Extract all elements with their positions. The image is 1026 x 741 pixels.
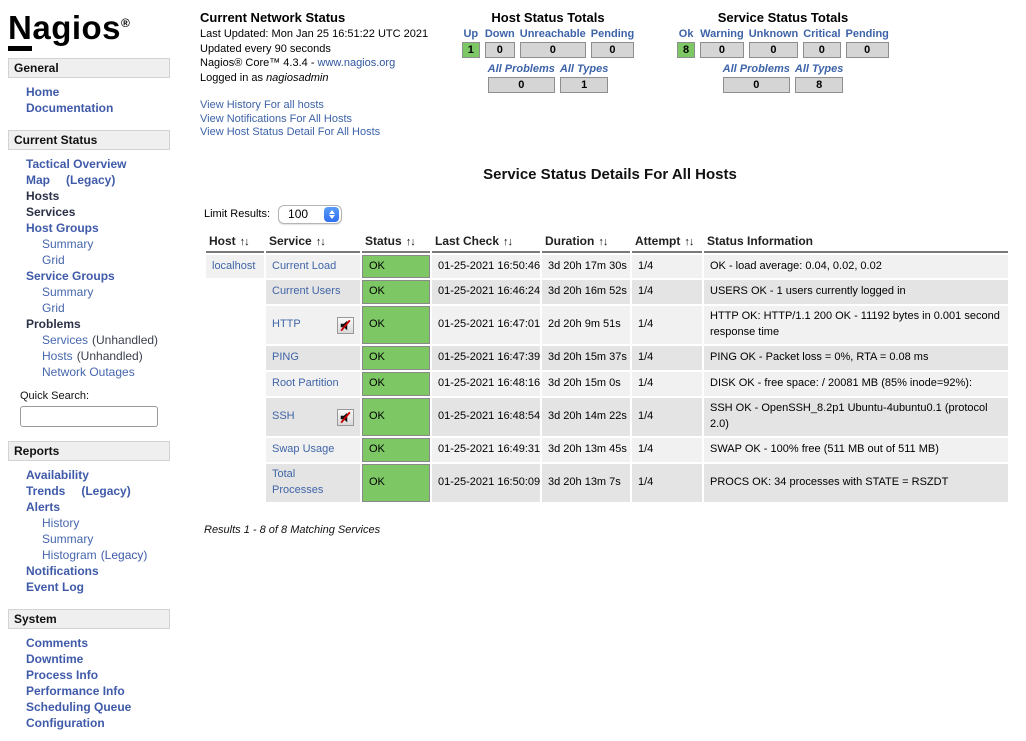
section-header-current-status: Current Status bbox=[8, 130, 170, 150]
column-header-duration bbox=[542, 232, 630, 253]
service-cell bbox=[266, 398, 360, 436]
sidebar-link-problems[interactable]: Problems bbox=[26, 317, 81, 332]
last-check-cell: 01-25-2021 16:49:31 bbox=[432, 438, 540, 462]
host-totals-header-all-types[interactable]: All Types bbox=[559, 63, 609, 75]
logged-in-text: Logged in as bbox=[200, 71, 267, 84]
sidebar-link-hosts[interactable]: Hosts bbox=[42, 349, 73, 364]
service-totals-count-unknown: 0 bbox=[749, 42, 799, 58]
duration-cell: 3d 20h 14m 22s bbox=[542, 398, 630, 436]
host-status-totals bbox=[448, 10, 648, 95]
sidebar-nav bbox=[8, 58, 178, 741]
host-totals-count-pending: 0 bbox=[591, 42, 634, 58]
sidebar-item-summary bbox=[8, 236, 178, 252]
last-updated-text: Last Updated: Mon Jan 25 16:51:22 UTC 2021 bbox=[200, 28, 429, 40]
service-link-http[interactable]: HTTP bbox=[272, 318, 301, 331]
service-totals-count-all-problems: 0 bbox=[723, 77, 790, 93]
host-totals-summary-table bbox=[483, 61, 614, 95]
section-header-general: General bbox=[8, 58, 170, 78]
section-items-general bbox=[8, 78, 178, 126]
sidebar-item-event-log bbox=[8, 579, 178, 595]
attempt-cell: 1/4 bbox=[632, 464, 702, 502]
quick-search-label: Quick Search: bbox=[20, 390, 90, 403]
sidebar-link-suffix-histogram[interactable]: (Legacy) bbox=[100, 548, 148, 563]
sidebar-link-grid[interactable]: Grid bbox=[42, 301, 65, 316]
column-header-status bbox=[362, 232, 430, 253]
service-totals-count-critical: 0 bbox=[803, 42, 840, 58]
limit-results-label: Limit Results: bbox=[204, 208, 271, 220]
service-link-swap-usage[interactable]: Swap Usage bbox=[272, 443, 335, 455]
sidebar-link-services[interactable]: Services bbox=[42, 333, 89, 348]
attempt-cell: 1/4 bbox=[632, 346, 702, 370]
sidebar-item-documentation bbox=[8, 100, 178, 116]
service-totals-count-warning: 0 bbox=[700, 42, 744, 58]
quick-search-input[interactable] bbox=[20, 406, 158, 427]
logged-in-line bbox=[200, 71, 440, 86]
attempt-cell: 1/4 bbox=[632, 255, 702, 279]
sort-arrows-status[interactable]: ↑↓ bbox=[405, 235, 415, 248]
sidebar-link-notifications[interactable]: Notifications bbox=[26, 564, 99, 579]
service-link-ping[interactable]: PING bbox=[272, 351, 299, 364]
sidebar-link-summary[interactable]: Summary bbox=[42, 285, 94, 300]
sidebar-item-downtime bbox=[8, 651, 178, 667]
host-link[interactable]: localhost bbox=[212, 259, 256, 272]
last-check-cell: 01-25-2021 16:46:24 bbox=[432, 280, 540, 304]
host-cell bbox=[206, 372, 264, 396]
sidebar-item-comments bbox=[8, 635, 178, 651]
sidebar-link-suffix-services[interactable]: (Unhandled) bbox=[92, 333, 159, 348]
service-totals-summary-table bbox=[718, 61, 849, 95]
host-totals-count-down: 0 bbox=[485, 42, 515, 58]
sidebar-item-configuration bbox=[8, 715, 178, 731]
sidebar-item-trends bbox=[8, 483, 178, 499]
main-content bbox=[178, 0, 1026, 741]
sidebar-item-host-groups bbox=[8, 220, 178, 236]
status-cell: OK bbox=[362, 464, 430, 502]
attempt-cell: 1/4 bbox=[632, 398, 702, 436]
status-cell: OK bbox=[362, 280, 430, 304]
page-title: Service Status Details For All Hosts bbox=[483, 165, 737, 183]
host-totals-header-pending[interactable]: Pending bbox=[590, 28, 635, 40]
view-history-link[interactable]: View History For all hosts bbox=[200, 99, 324, 111]
service-row-ssh bbox=[206, 398, 1008, 436]
status-information-cell: SSH OK - OpenSSH_8.2p1 Ubuntu-4ubuntu0.1 (protocol 2.0) bbox=[704, 398, 1008, 436]
sidebar-item-notifications bbox=[8, 563, 178, 579]
view-links bbox=[200, 99, 440, 140]
sidebar-item-map bbox=[8, 172, 178, 188]
column-label-attempt: Attempt bbox=[635, 233, 681, 248]
sidebar bbox=[0, 0, 178, 741]
column-label-status: Status bbox=[365, 233, 402, 248]
service-totals-count-all-types: 8 bbox=[795, 77, 844, 93]
section-items-system bbox=[8, 629, 178, 741]
logged-in-user: nagiosadmin bbox=[266, 71, 329, 84]
duration-cell: 3d 20h 15m 0s bbox=[542, 372, 630, 396]
status-information-cell: OK - load average: 0.04, 0.02, 0.02 bbox=[704, 255, 1008, 279]
column-header-service bbox=[266, 232, 360, 253]
sidebar-item-services bbox=[8, 204, 178, 220]
sidebar-link-summary[interactable]: Summary bbox=[42, 532, 94, 547]
last-check-cell: 01-25-2021 16:48:54 bbox=[432, 398, 540, 436]
sidebar-item-network-outages bbox=[8, 364, 178, 380]
service-totals-header-unknown[interactable]: Unknown bbox=[748, 28, 799, 40]
service-totals-count-ok: 8 bbox=[677, 42, 695, 58]
status-cell: OK bbox=[362, 398, 430, 436]
service-status-totals bbox=[664, 10, 902, 95]
service-link-total-processes[interactable]: Total Processes bbox=[272, 467, 324, 496]
service-link-current-load[interactable]: Current Load bbox=[272, 259, 337, 272]
sidebar-item-availability bbox=[8, 467, 178, 483]
sidebar-link-histogram[interactable]: Histogram bbox=[42, 548, 97, 563]
version-line bbox=[200, 56, 440, 71]
sidebar-link-event-log[interactable]: Event Log bbox=[26, 580, 85, 595]
sidebar-item-process-info bbox=[8, 667, 178, 683]
service-link-ssh[interactable]: SSH bbox=[272, 410, 295, 423]
status-information-cell: SWAP OK - 100% free (511 MB out of 511 MB) bbox=[704, 438, 1008, 462]
logo-text: N bbox=[8, 9, 32, 51]
last-check-cell: 01-25-2021 16:47:39 bbox=[432, 346, 540, 370]
service-totals-header-all-types[interactable]: All Types bbox=[794, 63, 844, 75]
service-totals-header-warning[interactable]: Warning bbox=[700, 28, 744, 40]
sidebar-item-service-groups bbox=[8, 268, 178, 284]
sort-arrows-duration[interactable]: ↑↓ bbox=[598, 235, 608, 248]
last-check-cell: 01-25-2021 16:50:09 bbox=[432, 464, 540, 502]
sidebar-item-hosts bbox=[8, 348, 178, 364]
host-totals-table bbox=[457, 26, 639, 60]
service-totals-header-all-problems[interactable]: All Problems bbox=[722, 63, 790, 75]
service-cell bbox=[266, 255, 360, 279]
sidebar-link-host-groups[interactable]: Host Groups bbox=[26, 221, 99, 236]
version-text: Nagios® Core™ 4.3.4 - bbox=[200, 57, 318, 69]
host-totals-count-unreachable: 0 bbox=[520, 42, 586, 58]
last-check-cell: 01-25-2021 16:48:16 bbox=[432, 372, 540, 396]
limit-results-value: 100 bbox=[288, 207, 309, 221]
status-information-cell: USERS OK - 1 users currently logged in bbox=[704, 280, 1008, 304]
service-row-total-processes bbox=[206, 464, 1008, 502]
sidebar-link-scheduling-queue[interactable]: Scheduling Queue bbox=[26, 700, 132, 715]
notifications-disabled-icon bbox=[337, 317, 354, 334]
service-cell bbox=[266, 306, 360, 344]
sidebar-link-documentation[interactable]: Documentation bbox=[26, 101, 114, 116]
service-totals-table bbox=[672, 26, 894, 60]
sidebar-link-services[interactable]: Services bbox=[26, 205, 76, 220]
sort-arrows-last-check[interactable]: ↑↓ bbox=[503, 235, 513, 248]
sidebar-item-performance-info bbox=[8, 683, 178, 699]
sidebar-item-hosts bbox=[8, 188, 178, 204]
host-totals-header-up[interactable]: Up bbox=[463, 28, 479, 40]
sidebar-link-map[interactable]: Map bbox=[26, 173, 50, 188]
sidebar-link-comments[interactable]: Comments bbox=[26, 636, 89, 651]
column-header-status-information bbox=[704, 232, 1008, 253]
service-row-http bbox=[206, 306, 1008, 344]
host-totals-count-up: 1 bbox=[462, 42, 480, 58]
status-information-cell: DISK OK - free space: / 20081 MB (85% inode=92%): bbox=[704, 372, 1008, 396]
service-cell bbox=[266, 372, 360, 396]
column-header-last-check bbox=[432, 232, 540, 253]
column-label-duration: Duration bbox=[545, 233, 595, 248]
service-totals-title: Service Status Totals bbox=[717, 10, 849, 25]
column-label-last-check: Last Check bbox=[435, 233, 500, 248]
status-cell: OK bbox=[362, 372, 430, 396]
service-row-ping bbox=[206, 346, 1008, 370]
service-cell bbox=[266, 280, 360, 304]
logo-text-rest: agios bbox=[32, 9, 122, 46]
sidebar-link-downtime[interactable]: Downtime bbox=[26, 652, 84, 667]
service-totals-header-critical[interactable]: Critical bbox=[803, 28, 841, 40]
service-link-current-users[interactable]: Current Users bbox=[272, 285, 341, 298]
service-row-swap-usage bbox=[206, 438, 1008, 462]
host-totals-title: Host Status Totals bbox=[491, 10, 605, 25]
attempt-cell: 1/4 bbox=[632, 280, 702, 304]
sidebar-link-summary[interactable]: Summary bbox=[42, 237, 94, 252]
status-information-cell: HTTP OK: HTTP/1.1 200 OK - 11192 bytes in 0.001 second response time bbox=[704, 306, 1008, 344]
host-cell bbox=[206, 280, 264, 304]
host-totals-count-all-problems: 0 bbox=[488, 77, 555, 93]
section-items-current-status bbox=[8, 150, 178, 437]
sidebar-link-hosts[interactable]: Hosts bbox=[26, 189, 60, 204]
duration-cell: 3d 20h 17m 30s bbox=[542, 255, 630, 279]
network-status-title: Current Network Status bbox=[200, 10, 346, 25]
status-information-cell: PING OK - Packet loss = 0%, RTA = 0.08 ms bbox=[704, 346, 1008, 370]
host-totals-count-all-types: 1 bbox=[560, 77, 609, 93]
sidebar-link-process-info[interactable]: Process Info bbox=[26, 668, 99, 683]
host-cell bbox=[206, 464, 264, 502]
view-host-status-link[interactable]: View Host Status Detail For All Hosts bbox=[200, 126, 381, 138]
service-row-current-users bbox=[206, 280, 1008, 304]
attempt-cell: 1/4 bbox=[632, 438, 702, 462]
sidebar-item-home bbox=[8, 84, 178, 100]
service-status-table bbox=[204, 230, 1010, 504]
sidebar-link-suffix-hosts[interactable]: (Unhandled) bbox=[76, 349, 143, 364]
sidebar-link-home[interactable]: Home bbox=[26, 85, 60, 100]
sidebar-item-histogram bbox=[8, 547, 178, 563]
column-label-service: Service bbox=[269, 233, 312, 248]
duration-cell: 3d 20h 15m 37s bbox=[542, 346, 630, 370]
nagios-logo[interactable] bbox=[8, 10, 178, 46]
service-cell bbox=[266, 464, 360, 502]
column-label-status-information: Status Information bbox=[707, 233, 814, 248]
sidebar-item-scheduling-queue bbox=[8, 699, 178, 715]
sidebar-link-alerts[interactable]: Alerts bbox=[26, 500, 61, 515]
sidebar-item-services bbox=[8, 332, 178, 348]
last-check-cell: 01-25-2021 16:50:46 bbox=[432, 255, 540, 279]
service-totals-header-pending[interactable]: Pending bbox=[845, 28, 889, 40]
duration-cell: 3d 20h 13m 7s bbox=[542, 464, 630, 502]
sidebar-item-history bbox=[8, 515, 178, 531]
column-header-attempt bbox=[632, 232, 702, 253]
current-network-status bbox=[200, 10, 440, 140]
attempt-cell: 1/4 bbox=[632, 306, 702, 344]
service-cell bbox=[266, 438, 360, 462]
sort-arrows-service[interactable]: ↑↓ bbox=[315, 235, 325, 248]
status-information-cell: PROCS OK: 34 processes with STATE = RSZDT bbox=[704, 464, 1008, 502]
sidebar-item-tactical-overview bbox=[8, 156, 178, 172]
attempt-cell: 1/4 bbox=[632, 372, 702, 396]
notifications-disabled-icon bbox=[337, 409, 354, 426]
service-totals-header-ok[interactable]: Ok bbox=[678, 28, 694, 40]
sidebar-link-service-groups[interactable]: Service Groups bbox=[26, 269, 115, 284]
host-cell bbox=[206, 398, 264, 436]
service-cell bbox=[266, 346, 360, 370]
sort-arrows-host[interactable]: ↑↓ bbox=[239, 235, 249, 248]
sidebar-link-suffix-trends[interactable]: (Legacy) bbox=[81, 484, 131, 499]
sidebar-item-summary bbox=[8, 531, 178, 547]
registered-mark: ® bbox=[121, 16, 131, 30]
host-totals-header-all-problems[interactable]: All Problems bbox=[487, 63, 555, 75]
section-items-reports bbox=[8, 461, 178, 605]
sidebar-link-history[interactable]: History bbox=[42, 516, 80, 531]
sidebar-item-summary bbox=[8, 284, 178, 300]
section-header-system: System bbox=[8, 609, 170, 629]
host-totals-header-down[interactable]: Down bbox=[484, 28, 515, 40]
status-cell: OK bbox=[362, 306, 430, 344]
status-header-area bbox=[200, 10, 1020, 140]
service-link-root-partition[interactable]: Root Partition bbox=[272, 377, 339, 390]
host-cell bbox=[206, 438, 264, 462]
section-header-reports: Reports bbox=[8, 441, 170, 461]
status-cell: OK bbox=[362, 255, 430, 279]
limit-results-select[interactable] bbox=[278, 205, 342, 224]
results-note: Results 1 - 8 of 8 Matching Services bbox=[204, 523, 381, 536]
host-cell bbox=[206, 346, 264, 370]
status-cell: OK bbox=[362, 438, 430, 462]
sidebar-link-suffix-map[interactable]: (Legacy) bbox=[66, 173, 116, 188]
service-row-current-load bbox=[206, 255, 1008, 279]
sidebar-link-performance-info[interactable]: Performance Info bbox=[26, 684, 125, 699]
duration-cell: 3d 20h 16m 52s bbox=[542, 280, 630, 304]
service-totals-count-pending: 0 bbox=[846, 42, 889, 58]
sidebar-item-alerts bbox=[8, 499, 178, 515]
sidebar-link-grid[interactable]: Grid bbox=[42, 253, 65, 268]
select-stepper-icon bbox=[324, 207, 339, 222]
sidebar-link-availability[interactable]: Availability bbox=[26, 468, 89, 483]
column-label-host: Host bbox=[209, 233, 236, 248]
status-cell: OK bbox=[362, 346, 430, 370]
update-frequency-text: Updated every 90 seconds bbox=[200, 42, 331, 55]
sort-arrows-attempt[interactable]: ↑↓ bbox=[684, 235, 694, 248]
view-notifications-link[interactable]: View Notifications For All Hosts bbox=[200, 112, 353, 125]
sidebar-link-configuration[interactable]: Configuration bbox=[26, 716, 105, 731]
host-cell bbox=[206, 255, 264, 279]
host-totals-header-unreachable[interactable]: Unreachable bbox=[519, 28, 586, 40]
sidebar-item-grid bbox=[8, 252, 178, 268]
last-check-cell: 01-25-2021 16:47:01 bbox=[432, 306, 540, 344]
limit-results-row bbox=[204, 205, 1020, 224]
service-row-root-partition bbox=[206, 372, 1008, 396]
sidebar-link-trends[interactable]: Trends bbox=[26, 484, 66, 499]
nagios-org-link[interactable]: www.nagios.org bbox=[317, 57, 396, 69]
duration-cell: 3d 20h 13m 45s bbox=[542, 438, 630, 462]
column-header-host bbox=[206, 232, 264, 253]
sidebar-item-problems bbox=[8, 316, 178, 332]
duration-cell: 2d 20h 9m 51s bbox=[542, 306, 630, 344]
sidebar-link-tactical-overview[interactable]: Tactical Overview bbox=[26, 157, 127, 172]
host-cell bbox=[206, 306, 264, 344]
sidebar-item-grid bbox=[8, 300, 178, 316]
sidebar-link-network-outages[interactable]: Network Outages bbox=[42, 365, 135, 380]
